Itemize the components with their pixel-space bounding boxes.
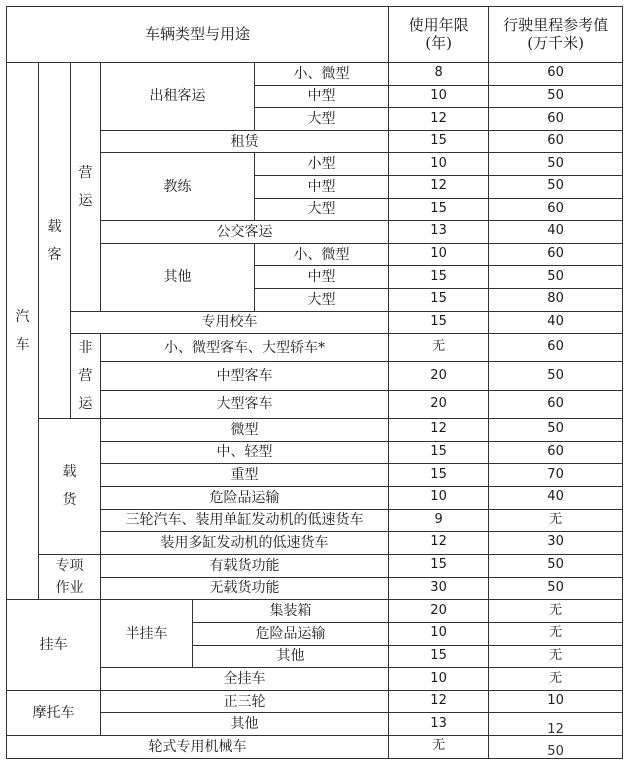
mileage-cell: 60 [489, 390, 623, 418]
years-cell: 15 [389, 554, 489, 577]
years-cell: 15 [389, 645, 489, 668]
years-cell: 10 [389, 153, 489, 176]
sub-medium-bus: 中型客车 [101, 362, 389, 390]
sub-motorcycle-item: 其他 [101, 713, 389, 736]
group-special-work: 专项作业 [39, 554, 101, 600]
mileage-cell: 50 [489, 153, 623, 176]
sub-bus: 公交客运 [101, 221, 389, 244]
mileage-cell: 无 [489, 645, 623, 668]
mileage-cell: 60 [489, 198, 623, 221]
item-cell: 小型 [255, 153, 389, 176]
mileage-cell: 60 [489, 63, 623, 86]
group-commercial: 营运 [71, 63, 101, 312]
sub-special-item: 无载货功能 [101, 577, 389, 600]
item-cell: 大型 [255, 198, 389, 221]
mileage-cell: 40 [489, 221, 623, 244]
group-cargo: 载货 [39, 419, 101, 555]
mileage-cell: 40 [489, 486, 623, 509]
years-cell: 20 [389, 390, 489, 418]
item-cell: 大型 [255, 108, 389, 131]
item-cell: 中型 [255, 175, 389, 198]
years-cell: 15 [389, 266, 489, 289]
sub-motorcycle-item: 正三轮 [101, 690, 389, 713]
item-cell: 小、微型 [255, 63, 389, 86]
mileage-cell: 无 [489, 668, 623, 691]
mileage-cell: 60 [489, 130, 623, 153]
mileage-cell: 80 [489, 288, 623, 311]
mileage-cell: 50 [489, 362, 623, 390]
sub-full-trailer: 全挂车 [101, 668, 389, 691]
years-cell: 13 [389, 713, 489, 736]
header-years [389, 7, 489, 63]
mileage-cell: 70 [489, 464, 623, 487]
table-row [7, 554, 623, 577]
years-cell: 10 [389, 243, 489, 266]
mileage-cell [489, 713, 623, 736]
years-cell: 8 [389, 63, 489, 86]
years-cell: 15 [389, 198, 489, 221]
item-cell: 其他 [193, 645, 389, 668]
mileage-cell: 无 [489, 509, 623, 532]
vehicle-lifespan-table [6, 6, 623, 759]
group-passenger: 载客 [39, 63, 71, 419]
mileage-cell: 50 [489, 554, 623, 577]
sub-cargo-item: 微型 [101, 419, 389, 442]
header-mileage [489, 7, 623, 63]
item-cell: 大型 [255, 288, 389, 311]
table-row [7, 334, 623, 362]
years-cell: 15 [389, 130, 489, 153]
years-cell: 10 [389, 623, 489, 646]
years-cell: 15 [389, 288, 489, 311]
item-cell: 小、微型 [255, 243, 389, 266]
item-cell: 中型 [255, 266, 389, 289]
sub-rental: 租赁 [101, 130, 389, 153]
group-non-commercial: 非营运 [71, 334, 101, 419]
years-cell: 无 [389, 736, 489, 759]
table-row [7, 311, 623, 334]
years-cell: 12 [389, 108, 489, 131]
header-mileage-line1: 行驶里程参考值 [503, 16, 609, 35]
sub-special-item: 有载货功能 [101, 554, 389, 577]
table-row [7, 63, 623, 86]
sub-cargo-item: 三轮汽车、装用单缸发动机的低速货车 [101, 509, 389, 532]
years-cell: 无 [389, 334, 489, 362]
years-cell: 15 [389, 464, 489, 487]
mileage-cell: 无 [489, 623, 623, 646]
sub-cargo-item: 中、轻型 [101, 441, 389, 464]
mileage-cell: 60 [489, 441, 623, 464]
table-row [7, 736, 623, 759]
sub-other: 其他 [101, 243, 255, 311]
header-years-line1: 使用年限 [408, 16, 469, 35]
years-cell: 12 [389, 690, 489, 713]
years-cell: 10 [389, 85, 489, 108]
group-semi-trailer: 半挂车 [101, 600, 193, 668]
years-cell: 30 [389, 577, 489, 600]
years-cell: 10 [389, 668, 489, 691]
sub-large-bus: 大型客车 [101, 390, 389, 418]
years-cell: 13 [389, 221, 489, 244]
table-row [7, 419, 623, 442]
table-row [7, 600, 623, 623]
mileage-cell: 60 [489, 108, 623, 131]
mileage-cell: 60 [489, 243, 623, 266]
mileage-cell: 50 [489, 85, 623, 108]
mileage-value: 50 [547, 744, 564, 760]
sub-cargo-item: 装用多缸发动机的低速货车 [101, 532, 389, 555]
years-cell: 9 [389, 509, 489, 532]
sub-cargo-item: 重型 [101, 464, 389, 487]
group-auto: 汽车 [7, 63, 39, 600]
mileage-cell: 50 [489, 577, 623, 600]
mileage-cell: 60 [489, 334, 623, 362]
header-type-use: 车辆类型与用途 [7, 7, 389, 63]
mileage-value: 12 [547, 721, 564, 737]
sub-small-car: 小、微型客车、大型轿车* [101, 334, 389, 362]
years-cell: 12 [389, 175, 489, 198]
header-years-line2: (年) [425, 33, 452, 52]
sub-taxi: 出租客运 [101, 63, 255, 131]
years-cell: 10 [389, 486, 489, 509]
mileage-cell: 50 [489, 266, 623, 289]
item-cell: 危险品运输 [193, 623, 389, 646]
table-row [7, 690, 623, 713]
sub-cargo-item: 危险品运输 [101, 486, 389, 509]
years-cell: 15 [389, 311, 489, 334]
mileage-cell: 无 [489, 600, 623, 623]
sub-machinery: 轮式专用机械车 [7, 736, 389, 759]
mileage-cell: 50 [489, 419, 623, 442]
sub-school-bus: 专用校车 [71, 311, 389, 334]
years-cell: 12 [389, 419, 489, 442]
years-cell: 20 [389, 600, 489, 623]
mileage-cell: 10 [489, 690, 623, 713]
mileage-cell [489, 736, 623, 759]
group-trailer: 挂车 [7, 600, 101, 690]
item-cell: 中型 [255, 85, 389, 108]
years-cell: 12 [389, 532, 489, 555]
item-cell: 集装箱 [193, 600, 389, 623]
header-mileage-line2: (万千米) [527, 33, 584, 52]
sub-training: 教练 [101, 153, 255, 221]
mileage-cell: 30 [489, 532, 623, 555]
years-cell: 20 [389, 362, 489, 390]
mileage-cell: 40 [489, 311, 623, 334]
mileage-cell: 50 [489, 175, 623, 198]
years-cell: 15 [389, 441, 489, 464]
group-motorcycle: 摩托车 [7, 690, 101, 735]
header-row [7, 7, 623, 63]
